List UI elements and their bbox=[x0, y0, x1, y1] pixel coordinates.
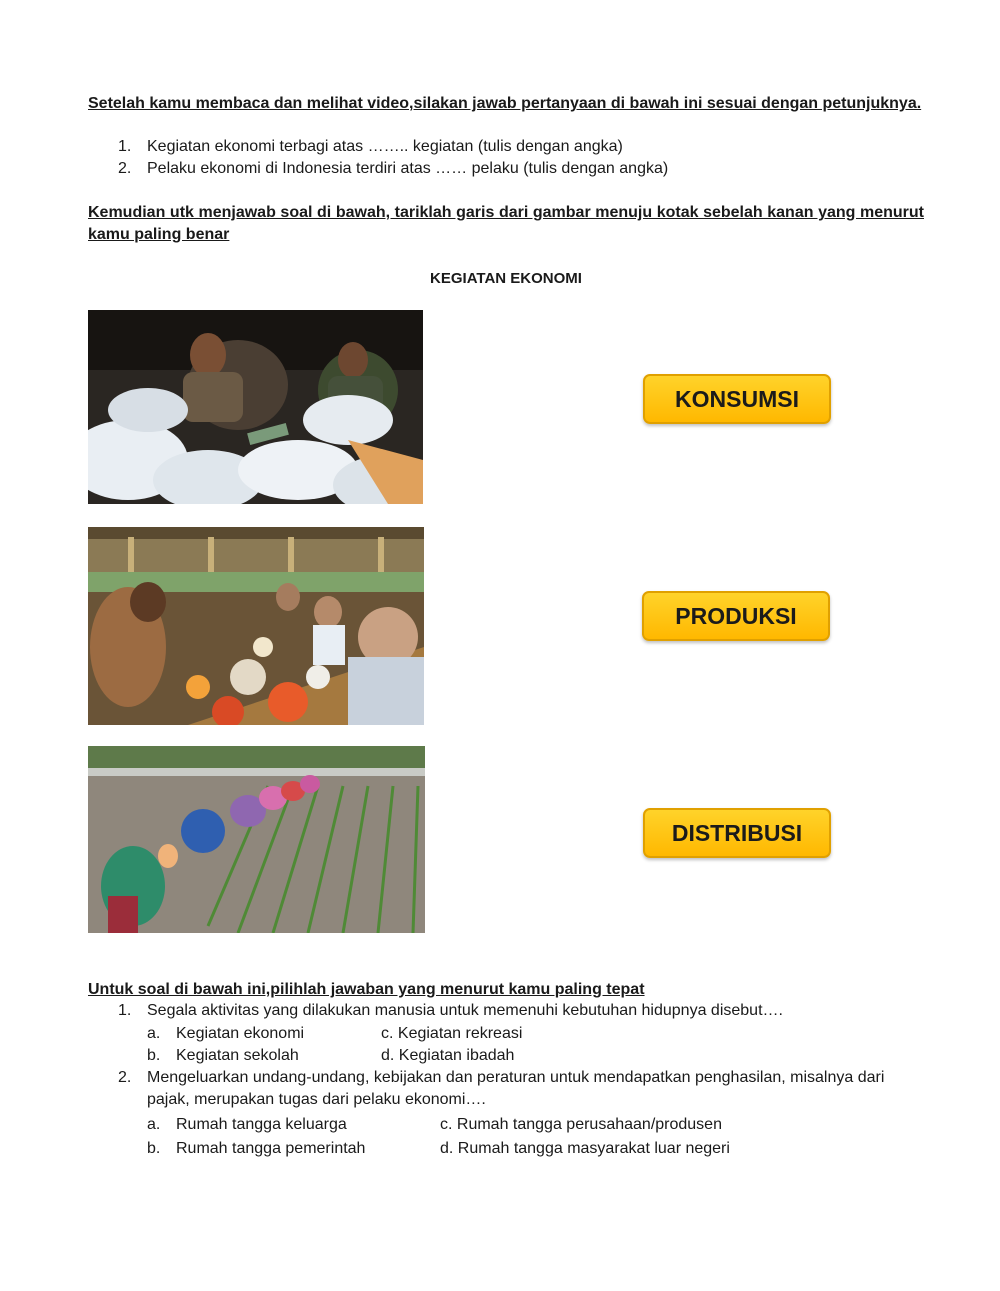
mc-question-1-number: 1. bbox=[118, 1002, 132, 1019]
mc-question-1-text: Segala aktivitas yang dilakukan manusia untuk memenuhi kebutuhan hidupnya disebut…. bbox=[147, 1002, 783, 1019]
option-2b-letter: b. bbox=[147, 1140, 161, 1157]
question-2-number: 2. bbox=[118, 160, 132, 177]
rice-trade-illustration bbox=[88, 310, 423, 504]
mc-question-2-line-2: pajak, merupakan tugas dari pelaku ekonomi…. bbox=[147, 1091, 486, 1108]
option-1a-letter: a. bbox=[147, 1025, 161, 1042]
rice-planting-illustration bbox=[88, 746, 425, 933]
mc-question-2-line-1: Mengeluarkan undang-undang, kebijakan dan peraturan untuk mendapatkan penghasilan, misalnya dari bbox=[147, 1069, 885, 1086]
photo-rice-trade[interactable] bbox=[88, 310, 423, 504]
instruction-2-line-1: Kemudian utk menjawab soal di bawah, tariklah garis dari gambar menuju kotak sebelah kanan yang menurut bbox=[88, 204, 924, 221]
option-1d[interactable]: d. Kegiatan ibadah bbox=[381, 1047, 515, 1064]
photo-rice-planting[interactable] bbox=[88, 746, 425, 933]
option-2c[interactable]: c. Rumah tangga perusahaan/produsen bbox=[440, 1116, 722, 1133]
option-1b-letter: b. bbox=[147, 1047, 161, 1064]
instruction-1: Setelah kamu membaca dan melihat video,silakan jawab pertanyaan di bawah ini sesuai dengan petunjuknya. bbox=[88, 95, 922, 112]
answer-distribusi-button[interactable]: DISTRIBUSI bbox=[643, 808, 831, 858]
option-1c[interactable]: c. Kegiatan rekreasi bbox=[381, 1025, 523, 1042]
option-2b[interactable]: Rumah tangga pemerintah bbox=[176, 1140, 366, 1157]
section-heading: KEGIATAN EKONOMI bbox=[430, 270, 582, 287]
answer-konsumsi-button[interactable]: KONSUMSI bbox=[643, 374, 831, 424]
instruction-2-line-2: kamu paling benar bbox=[88, 226, 230, 243]
question-2-text: Pelaku ekonomi di Indonesia terdiri atas …… pelaku (tulis dengan angka) bbox=[147, 160, 669, 177]
option-2d[interactable]: d. Rumah tangga masyarakat luar negeri bbox=[440, 1140, 730, 1157]
photo-people-eating[interactable] bbox=[88, 527, 424, 725]
option-2a[interactable]: Rumah tangga keluarga bbox=[176, 1116, 347, 1133]
option-2a-letter: a. bbox=[147, 1116, 161, 1133]
question-1-number: 1. bbox=[118, 138, 132, 155]
mc-question-2-number: 2. bbox=[118, 1069, 132, 1086]
option-1b[interactable]: Kegiatan sekolah bbox=[176, 1047, 299, 1064]
people-eating-illustration bbox=[88, 527, 424, 725]
option-1a[interactable]: Kegiatan ekonomi bbox=[176, 1025, 305, 1042]
question-1-text: Kegiatan ekonomi terbagi atas …….. kegiatan (tulis dengan angka) bbox=[147, 138, 623, 155]
answer-produksi-button[interactable]: PRODUKSI bbox=[642, 591, 830, 641]
instruction-3: Untuk soal di bawah ini,pilihlah jawaban yang menurut kamu paling tepat bbox=[88, 981, 645, 998]
